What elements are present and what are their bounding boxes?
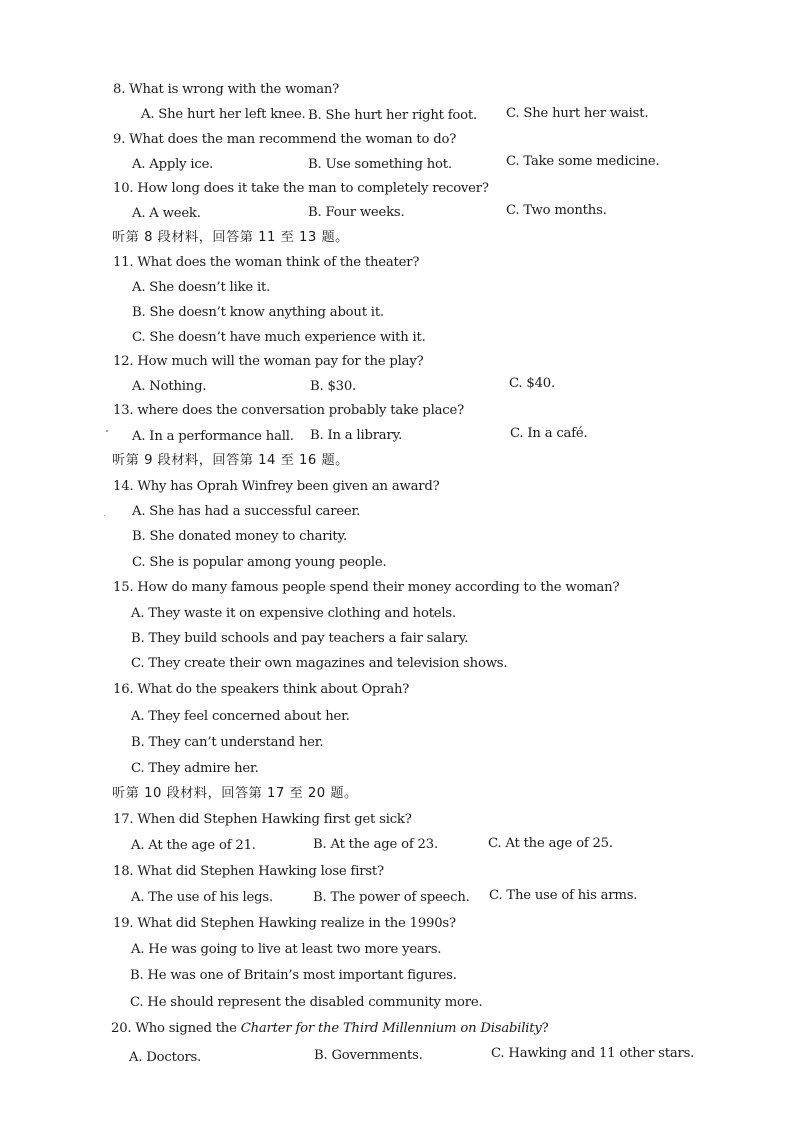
question-11-option-b: B. She doesn’t know anything about it. bbox=[132, 305, 384, 320]
question-20-stem-suffix: ? bbox=[541, 1021, 549, 1036]
question-8-option-c: C. She hurt her waist. bbox=[506, 106, 649, 121]
question-11-option-c: C. She doesn’t have much experience with it. bbox=[132, 330, 426, 345]
question-8-option-b: B. She hurt her right foot. bbox=[308, 108, 477, 123]
question-14-option-b: B. She donated money to charity. bbox=[132, 529, 347, 544]
question-17-option-a: A. At the age of 21. bbox=[131, 838, 256, 853]
question-13-option-b: B. In a library. bbox=[310, 428, 403, 443]
question-18-option-c: C. The use of his arms. bbox=[489, 888, 638, 903]
question-13-stem: 13. where does the conversation probably take place? bbox=[113, 403, 464, 418]
question-16-option-c: C. They admire her. bbox=[131, 761, 259, 776]
question-11-stem: 11. What does the woman think of the theater? bbox=[113, 255, 420, 270]
question-12-option-c: C. $40. bbox=[509, 376, 555, 391]
question-20-stem bbox=[111, 1021, 549, 1037]
scan-speck bbox=[106, 430, 108, 432]
question-18-stem: 18. What did Stephen Hawking lose first? bbox=[113, 864, 384, 879]
question-10-option-b: B. Four weeks. bbox=[308, 205, 405, 220]
question-17-option-b: B. At the age of 23. bbox=[313, 837, 438, 852]
question-10-option-c: C. Two months. bbox=[506, 203, 607, 218]
question-9-stem: 9. What does the man recommend the woman to do? bbox=[113, 132, 457, 147]
question-20-option-b: B. Governments. bbox=[314, 1048, 423, 1063]
section-9-heading bbox=[112, 453, 349, 469]
question-19-stem: 19. What did Stephen Hawking realize in the 1990s? bbox=[113, 916, 456, 931]
question-19-option-b: B. He was one of Britain’s most important figures. bbox=[130, 968, 457, 983]
question-20-option-c: C. Hawking and 11 other stars. bbox=[491, 1046, 695, 1061]
question-9-option-b: B. Use something hot. bbox=[308, 157, 452, 172]
question-8-stem: 8. What is wrong with the woman? bbox=[113, 82, 340, 97]
question-16-option-b: B. They can’t understand her. bbox=[131, 735, 324, 750]
question-14-stem: 14. Why has Oprah Winfrey been given an award? bbox=[113, 479, 440, 494]
question-14-option-a: A. She has had a successful career. bbox=[132, 504, 361, 519]
question-20-option-a: A. Doctors. bbox=[129, 1050, 202, 1065]
question-12-option-a: A. Nothing. bbox=[132, 379, 207, 394]
question-17-stem: 17. When did Stephen Hawking first get sick? bbox=[113, 812, 412, 827]
scan-speck bbox=[104, 515, 105, 516]
question-15-option-a: A. They waste it on expensive clothing and hotels. bbox=[131, 606, 456, 621]
question-17-option-c: C. At the age of 25. bbox=[488, 836, 613, 851]
question-9-option-c: C. Take some medicine. bbox=[506, 154, 660, 169]
question-18-option-b: B. The power of speech. bbox=[313, 890, 470, 905]
question-18-option-a: A. The use of his legs. bbox=[131, 890, 273, 905]
section-8-heading bbox=[112, 230, 349, 246]
question-15-option-c: C. They create their own magazines and television shows. bbox=[131, 656, 508, 671]
question-10-stem: 10. How long does it take the man to completely recover? bbox=[113, 181, 489, 196]
question-16-option-a: A. They feel concerned about her. bbox=[131, 709, 350, 724]
question-13-option-a: A. In a performance hall. bbox=[132, 429, 294, 444]
question-12-stem: 12. How much will the woman pay for the play? bbox=[113, 354, 424, 369]
question-16-stem: 16. What do the speakers think about Oprah? bbox=[113, 682, 410, 697]
question-13-option-c: C. In a café. bbox=[510, 426, 588, 441]
question-15-option-b: B. They build schools and pay teachers a fair salary. bbox=[131, 631, 469, 646]
question-19-option-c: C. He should represent the disabled community more. bbox=[130, 995, 483, 1010]
question-11-option-a: A. She doesn’t like it. bbox=[132, 280, 271, 295]
question-15-stem: 15. How do many famous people spend their money according to the woman? bbox=[113, 580, 620, 595]
question-20-stem-prefix: 20. Who signed the bbox=[111, 1021, 241, 1036]
question-19-option-a: A. He was going to live at least two more years. bbox=[131, 942, 442, 957]
question-20-charter-title: Charter for the Third Millennium on Disability bbox=[240, 1021, 542, 1036]
question-9-option-a: A. Apply ice. bbox=[132, 157, 214, 172]
section-8-heading-text: 听第 8 段材料，回答第 11 至 13 题。 bbox=[112, 230, 349, 245]
question-12-option-b: B. $30. bbox=[310, 379, 357, 394]
question-8-option-a: A. She hurt her left knee. bbox=[141, 107, 306, 122]
section-9-heading-text: 听第 9 段材料，回答第 14 至 16 题。 bbox=[112, 453, 349, 468]
question-14-option-c: C. She is popular among young people. bbox=[132, 555, 387, 570]
section-10-heading bbox=[112, 786, 358, 802]
section-10-heading-text: 听第 10 段材料，回答第 17 至 20 题。 bbox=[112, 786, 358, 801]
question-10-option-a: A. A week. bbox=[132, 206, 201, 221]
